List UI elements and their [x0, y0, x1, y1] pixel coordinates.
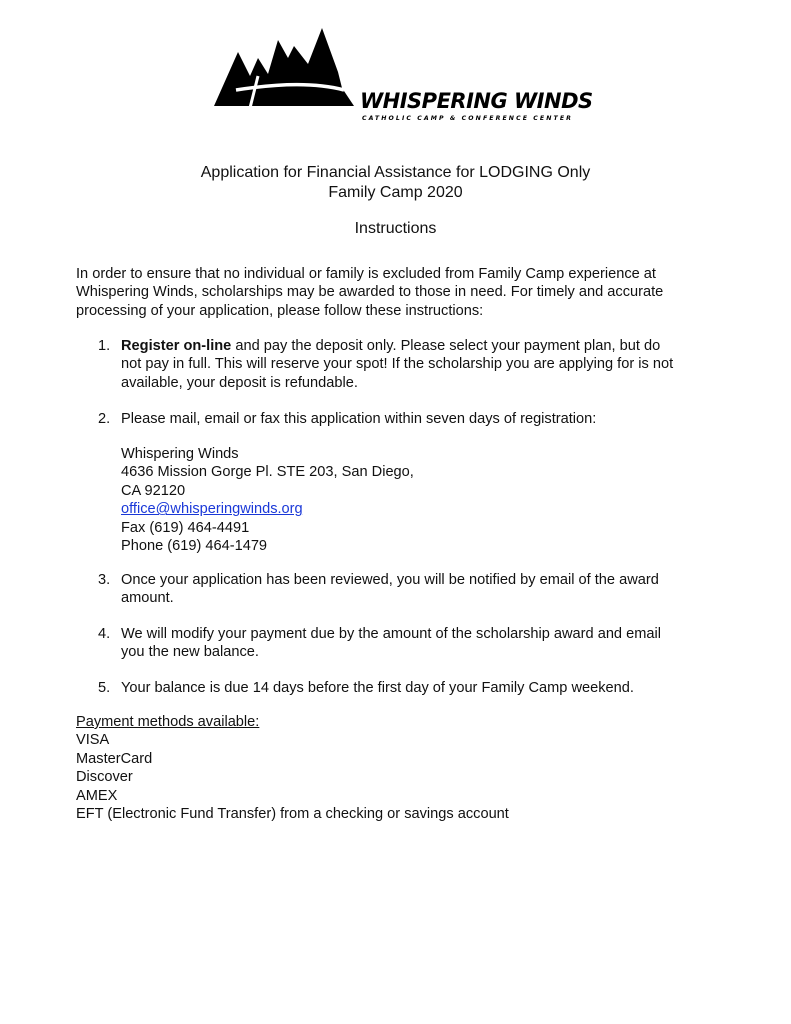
item-number: 3.	[98, 572, 111, 588]
item-text: Your balance is due 14 days before the first day of your Family Camp weekend.	[121, 680, 634, 696]
intro-line: processing of your application, please follow these instructions:	[76, 302, 484, 319]
section-title-instructions: Instructions	[354, 220, 437, 237]
item-text: and pay the deposit only. Please select your payment plan, but do	[231, 338, 661, 354]
logo-tagline: CATHOLIC CAMP & CONFERENCE CENTER	[362, 115, 574, 122]
item-text: Once your application has been reviewed, you will be notified by email of the award	[121, 572, 659, 588]
item-text: amount.	[121, 590, 174, 607]
intro-line: Whispering Winds, scholarships may be awarded to those in need. For timely and accurate	[76, 284, 664, 301]
item-number: 1.	[98, 338, 111, 354]
intro-line: In order to ensure that no individual or family is excluded from Family Camp experience at	[76, 266, 656, 282]
payment-method-discover: Discover	[76, 769, 133, 786]
item-number: 4.	[98, 626, 111, 642]
payment-methods-heading: Payment methods available:	[76, 714, 260, 730]
payment-method-mastercard: MasterCard	[76, 750, 153, 767]
document-subtitle: Family Camp 2020	[328, 184, 463, 201]
item-text: Please mail, email or fax this application within seven days of registration:	[121, 411, 597, 427]
contact-address-line1: 4636 Mission Gorge Pl. STE 203, San Diego,	[121, 464, 414, 481]
whispering-winds-logo	[214, 26, 593, 126]
payment-method-visa: VISA	[76, 732, 110, 749]
item-text: available, your deposit is refundable.	[121, 374, 358, 391]
payment-methods-section	[76, 713, 509, 823]
item-number: 5.	[98, 680, 111, 696]
contact-org: Whispering Winds	[121, 446, 239, 462]
contact-address-block	[121, 445, 414, 555]
intro-paragraph	[76, 265, 663, 320]
logo-wordmark: WHISPERING WINDS	[360, 89, 593, 113]
payment-method-amex: AMEX	[76, 787, 118, 804]
item-text: We will modify your payment due by the amount of the scholarship award and email	[121, 626, 661, 642]
item-number: 2.	[98, 411, 111, 427]
item-text: not pay in full. This will reserve your spot! If the scholarship you are applying for is not	[121, 356, 674, 373]
payment-method-eft: EFT (Electronic Fund Transfer) from a checking or savings account	[76, 806, 509, 823]
item-text: you the new balance.	[121, 644, 259, 661]
contact-email-link[interactable]: office@whisperingwinds.org	[121, 501, 303, 518]
contact-fax: Fax (619) 464-4491	[121, 519, 250, 536]
mountains-cross-logo-icon	[214, 26, 354, 108]
register-online-emphasis: Register on-line	[121, 338, 232, 354]
document-title: Application for Financial Assistance for LODGING Only	[200, 164, 591, 181]
contact-address-line2: CA 92120	[121, 482, 186, 499]
contact-phone: Phone (619) 464-1479	[121, 538, 268, 555]
